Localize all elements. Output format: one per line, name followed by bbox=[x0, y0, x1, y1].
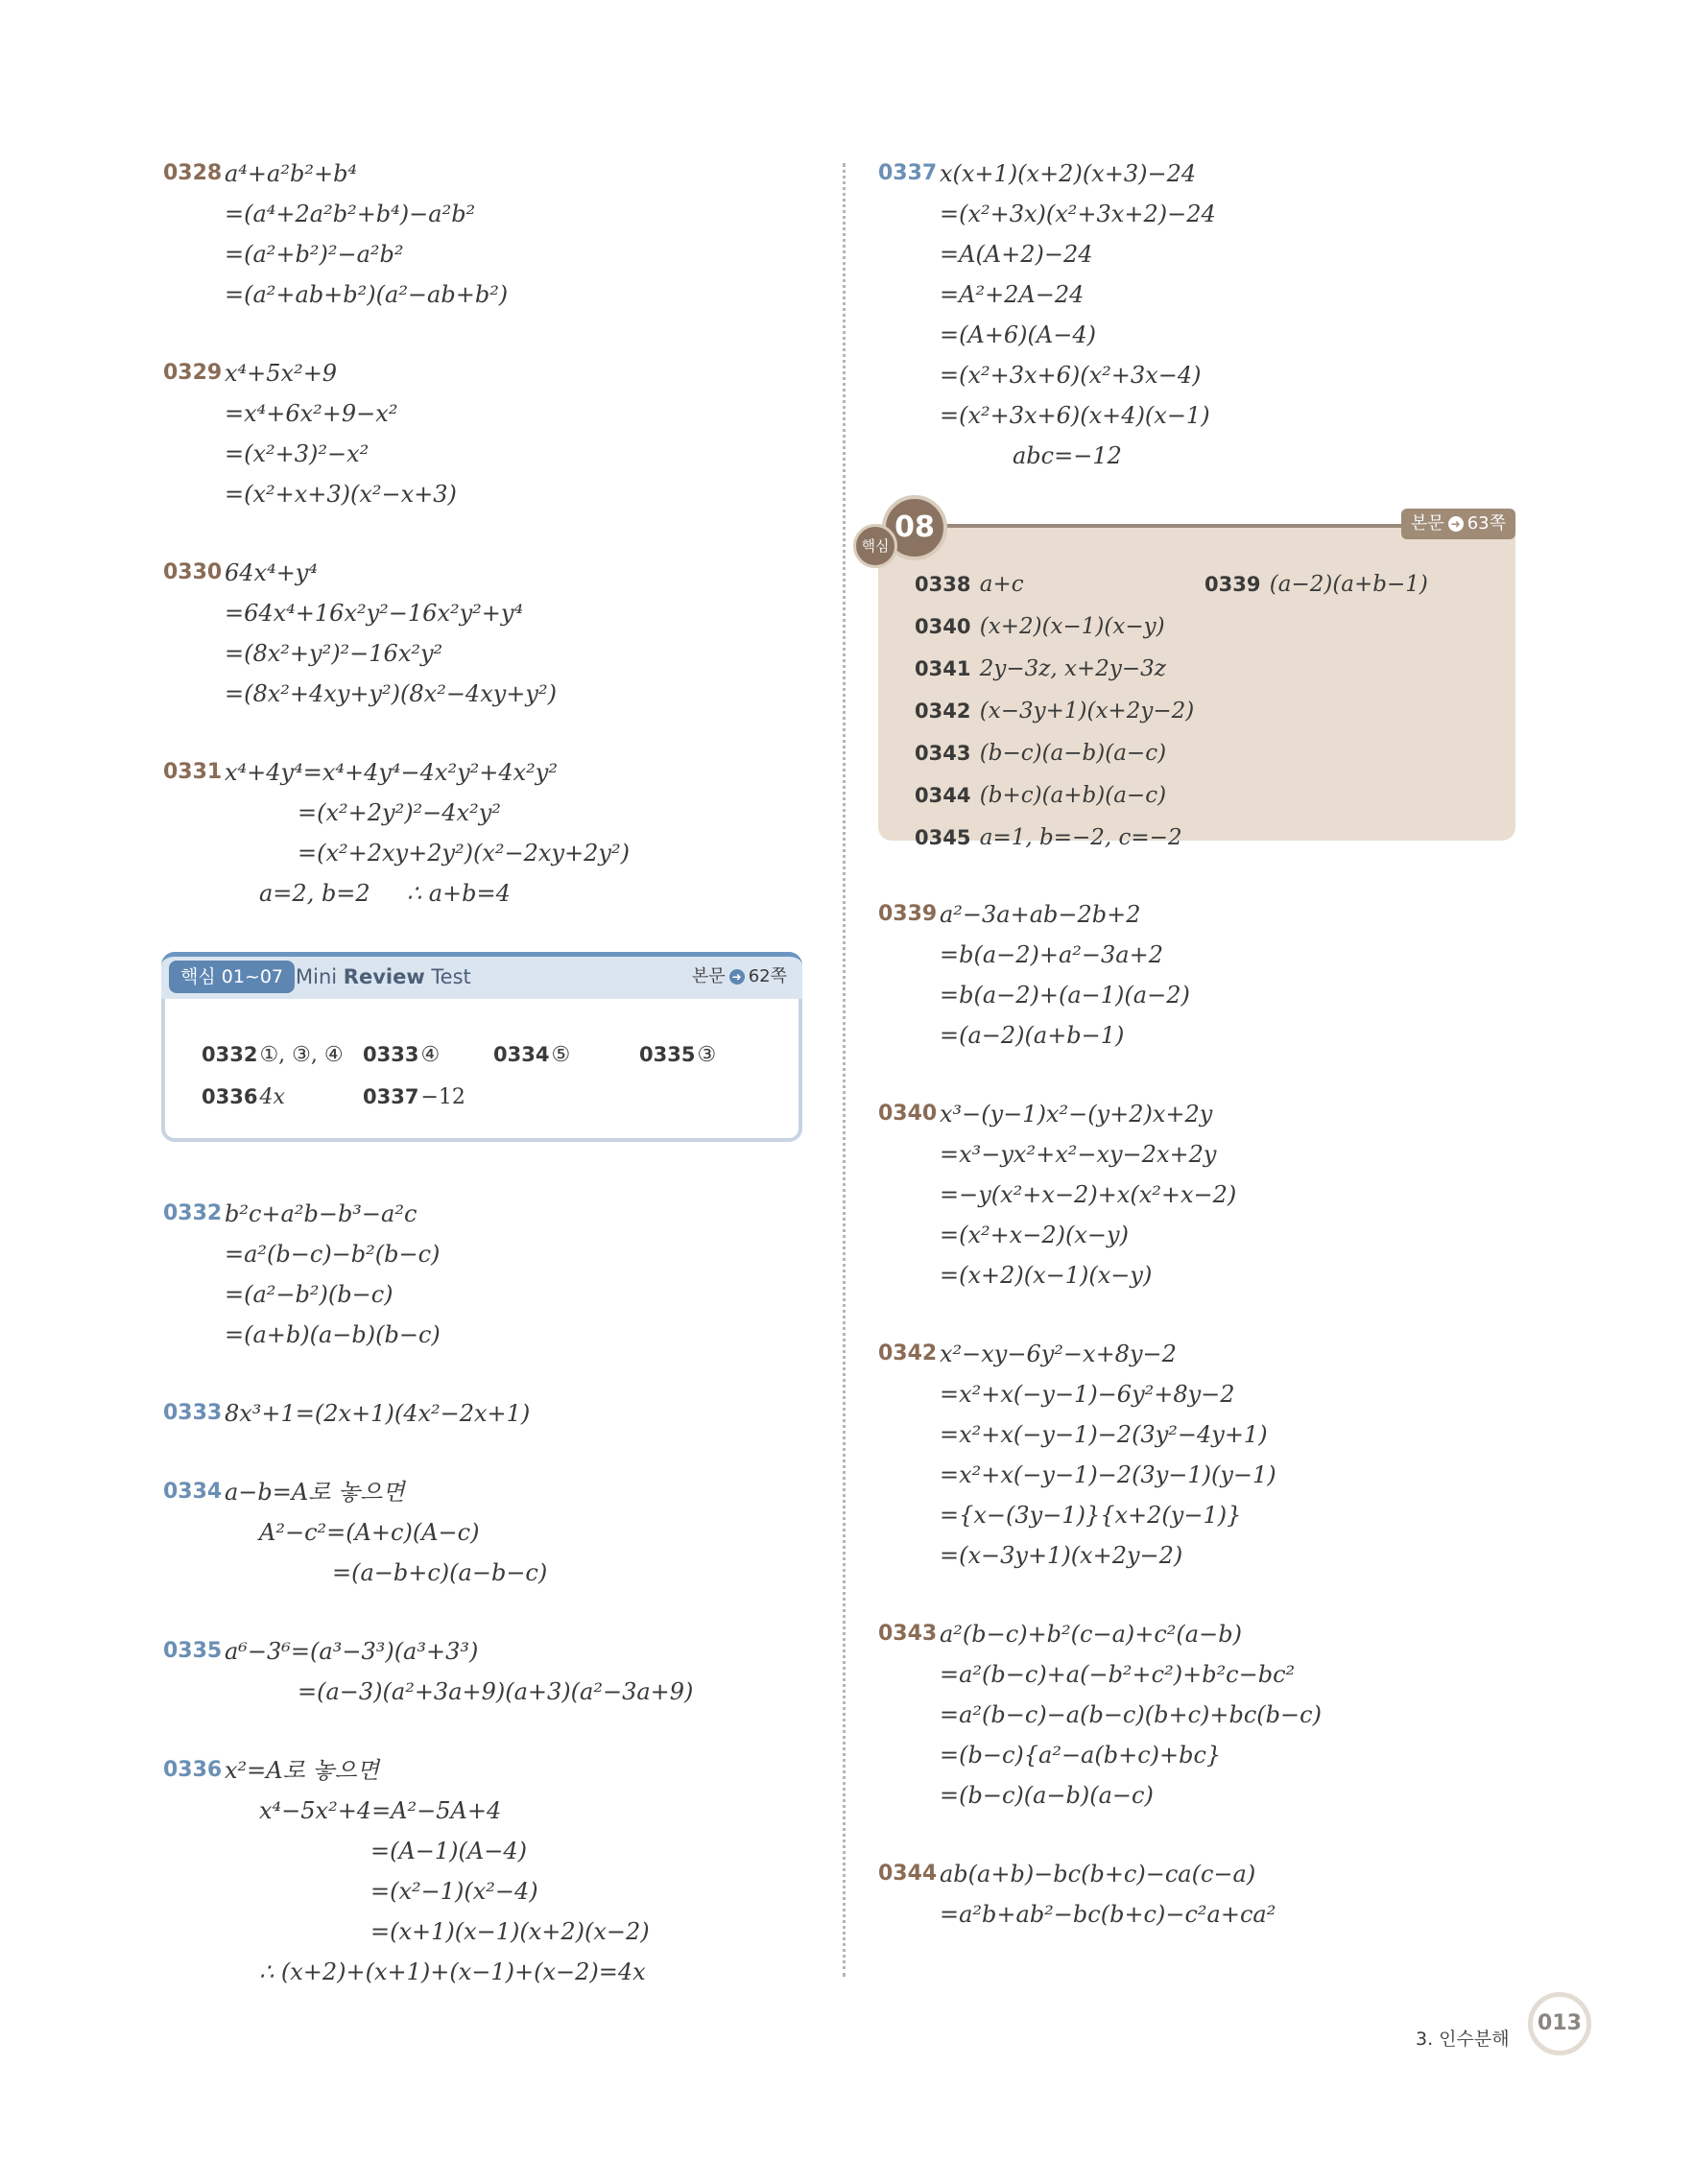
core-answers-box bbox=[861, 510, 1515, 850]
solution-line: =(a−3)(a²+3a+9)(a+3)(a²−3a+9) bbox=[298, 1678, 694, 1705]
solution-line: x(x+1)(x+2)(x+3)−24 bbox=[940, 160, 1197, 187]
problem-0344 bbox=[878, 1854, 1531, 1935]
mini-review-header bbox=[161, 952, 802, 999]
solution-line: =(b−c)(a−b)(a−c) bbox=[940, 1782, 1154, 1809]
solution-line: =a²b+ab²−bc(b+c)−c²a+ca² bbox=[940, 1901, 1276, 1928]
problem-0339 bbox=[878, 894, 1531, 1056]
core-answer: 0344 (b+c)(a+b)(a−c) bbox=[915, 783, 1167, 808]
solution-line: A²−c²=(A+c)(A−c) bbox=[259, 1519, 480, 1546]
problem-number: 0329 bbox=[163, 361, 223, 385]
problem-number: 0331 bbox=[163, 760, 223, 784]
review-answer: 0337−12 bbox=[363, 1085, 465, 1109]
solution-line: 64x⁴+y⁴ bbox=[225, 559, 318, 586]
problem-0336 bbox=[163, 1750, 801, 1992]
solution-line: =(x²+3x)(x²+3x+2)−24 bbox=[940, 201, 1216, 227]
solution-line: =A(A+2)−24 bbox=[940, 241, 1093, 268]
problem-number: 0333 bbox=[163, 1401, 223, 1425]
problem-0342 bbox=[878, 1334, 1531, 1576]
problem-0335 bbox=[163, 1631, 801, 1712]
core-answer: 0340 (x+2)(x−1)(x−y) bbox=[915, 614, 1165, 639]
problem-number: 0332 bbox=[163, 1201, 223, 1225]
solution-line: =x²+x(−y−1)−2(3y²−4y+1) bbox=[940, 1421, 1268, 1448]
column-divider bbox=[843, 163, 846, 1977]
core-answer: 0343 (b−c)(a−b)(a−c) bbox=[915, 741, 1167, 766]
arrow-right-icon: ➜ bbox=[1448, 516, 1464, 532]
solution-line: =x⁴+6x²+9−x² bbox=[225, 400, 398, 427]
right-column bbox=[861, 154, 1531, 1973]
solution-line: =(x+2)(x−1)(x−y) bbox=[940, 1262, 1153, 1289]
solution-line: a⁴+a²b²+b⁴ bbox=[225, 160, 358, 187]
solution-line: =(x+1)(x−1)(x+2)(x−2) bbox=[370, 1918, 650, 1945]
core-answer: 0338 a+c bbox=[915, 572, 1024, 597]
solution-line: =a²(b−c)+a(−b²+c²)+b²c−bc² bbox=[940, 1661, 1296, 1688]
mini-review-page-ref: 본문 ➜ 62쪽 bbox=[691, 966, 787, 986]
left-column bbox=[163, 154, 801, 2030]
problem-0337 bbox=[878, 154, 1531, 476]
solution-line: x⁴+5x²+9 bbox=[225, 360, 338, 387]
problem-0340 bbox=[878, 1094, 1531, 1295]
solution-line: x³−(y−1)x²−(y+2)x+2y bbox=[940, 1101, 1213, 1128]
solution-line: =a²(b−c)−b²(b−c) bbox=[225, 1241, 441, 1268]
problem-0329 bbox=[163, 353, 801, 514]
problem-number: 0337 bbox=[878, 161, 938, 185]
problem-number: 0344 bbox=[878, 1862, 938, 1886]
review-answer: 0335③ bbox=[639, 1043, 717, 1067]
solution-line: ∴ (x+2)+(x+1)+(x−1)+(x−2)=4x bbox=[259, 1958, 646, 1985]
problem-0343 bbox=[878, 1614, 1531, 1816]
solution-line: =(x²+3x+6)(x+4)(x−1) bbox=[940, 402, 1210, 429]
solution-line: =(A−1)(A−4) bbox=[370, 1838, 527, 1864]
solution-line: =(x²+x−2)(x−y) bbox=[940, 1222, 1129, 1248]
problem-0332 bbox=[163, 1194, 801, 1355]
problem-0330 bbox=[163, 553, 801, 714]
solution-line: =(a²+b²)²−a²b² bbox=[225, 241, 404, 268]
solution-line: =A²+2A−24 bbox=[940, 281, 1085, 308]
solution-line: =−y(x²+x−2)+x(x²+x−2) bbox=[940, 1181, 1237, 1208]
problem-0334 bbox=[163, 1472, 801, 1593]
solution-line: =(8x²+y²)²−16x²y² bbox=[225, 640, 443, 667]
problem-number: 0342 bbox=[878, 1341, 938, 1365]
solution-line: =b(a−2)+a²−3a+2 bbox=[940, 941, 1163, 968]
solution-line: b²c+a²b−b³−a²c bbox=[225, 1200, 417, 1227]
problem-number: 0334 bbox=[163, 1480, 223, 1504]
solution-line: x⁴−5x²+4=A²−5A+4 bbox=[259, 1797, 502, 1824]
solution-line: =(a−2)(a+b−1) bbox=[940, 1022, 1125, 1049]
solution-line: a²(b−c)+b²(c−a)+c²(a−b) bbox=[940, 1621, 1242, 1648]
solution-line: a−b=A로 놓으면 bbox=[225, 1479, 405, 1506]
solution-line: =(x²+3)²−x² bbox=[225, 440, 370, 467]
problem-0333 bbox=[163, 1393, 801, 1434]
solution-line: =64x⁴+16x²y²−16x²y²+y⁴ bbox=[225, 600, 524, 627]
core-answer: 0341 2y−3z, x+2y−3z bbox=[915, 656, 1166, 681]
core-number-badge: 08 bbox=[882, 495, 947, 560]
solution-line: =(A+6)(A−4) bbox=[940, 321, 1096, 348]
solution-line: x²−xy−6y²−x+8y−2 bbox=[940, 1341, 1177, 1367]
solution-line: =(x²+3x+6)(x²+3x−4) bbox=[940, 362, 1202, 389]
solution-line: a⁶−3⁶=(a³−3³)(a³+3³) bbox=[225, 1638, 479, 1665]
core-tag: 핵심 bbox=[853, 524, 897, 568]
solution-line: a²−3a+ab−2b+2 bbox=[940, 901, 1141, 928]
solution-line: =(b−c){a²−a(b+c)+bc} bbox=[940, 1742, 1222, 1769]
problem-number: 0343 bbox=[878, 1622, 938, 1646]
solution-line: =(a+b)(a−b)(b−c) bbox=[225, 1321, 441, 1348]
page-number: 013 bbox=[1528, 1992, 1591, 2055]
review-answer: 0333④ bbox=[363, 1043, 441, 1067]
problem-0328 bbox=[163, 154, 801, 315]
core-page-ref: 본문 ➜ 63쪽 bbox=[1401, 509, 1515, 539]
solution-line: =x²+x(−y−1)−6y²+8y−2 bbox=[940, 1381, 1235, 1408]
solution-line: =(8x²+4xy+y²)(8x²−4xy+y²) bbox=[225, 680, 557, 707]
solution-line: =(x²−1)(x²−4) bbox=[370, 1878, 538, 1905]
solution-line: =(a²−b²)(b−c) bbox=[225, 1281, 393, 1308]
problem-0331 bbox=[163, 752, 801, 914]
problem-number: 0336 bbox=[163, 1758, 223, 1782]
mini-review-tag: 핵심 01~07 bbox=[169, 961, 295, 993]
core-answer: 0342 (x−3y+1)(x+2y−2) bbox=[915, 699, 1195, 724]
solution-line: =(x²+2xy+2y²)(x²−2xy+2y²) bbox=[298, 840, 630, 866]
solution-line: ={x−(3y−1)}{x+2(y−1)} bbox=[940, 1502, 1242, 1529]
review-answer: 0332①, ③, ④ bbox=[202, 1043, 344, 1067]
solution-line: =x²+x(−y−1)−2(3y−1)(y−1) bbox=[940, 1461, 1276, 1488]
solution-line: =(x−3y+1)(x+2y−2) bbox=[940, 1542, 1183, 1569]
chapter-label: 3. 인수분해 bbox=[1416, 2029, 1510, 2050]
solution-line: =(a−b+c)(a−b−c) bbox=[332, 1559, 548, 1586]
review-answer: 0334⑤ bbox=[493, 1043, 571, 1067]
solution-line: =(x²+x+3)(x²−x+3) bbox=[225, 481, 457, 508]
solution-line: =(x²+2y²)²−4x²y² bbox=[298, 799, 501, 826]
solution-line: =b(a−2)+(a−1)(a−2) bbox=[940, 982, 1190, 1009]
solution-line: =x³−yx²+x²−xy−2x+2y bbox=[940, 1141, 1217, 1168]
solution-line: x⁴+4y⁴=x⁴+4y⁴−4x²y²+4x²y² bbox=[225, 759, 558, 786]
problem-number: 0340 bbox=[878, 1102, 938, 1126]
problem-number: 0339 bbox=[878, 902, 938, 926]
core-answer: 0339 (a−2)(a+b−1) bbox=[1204, 572, 1428, 597]
solution-line: =a²(b−c)−a(b−c)(b+c)+bc(b−c) bbox=[940, 1701, 1322, 1728]
solution-line: x²=A로 놓으면 bbox=[225, 1757, 379, 1784]
core-answer: 0345 a=1, b=−2, c=−2 bbox=[915, 825, 1182, 850]
solution-line: =(a²+ab+b²)(a²−ab+b²) bbox=[225, 281, 509, 308]
problem-number: 0335 bbox=[163, 1639, 223, 1663]
arrow-right-icon: ➜ bbox=[729, 969, 745, 985]
problem-number: 0330 bbox=[163, 560, 223, 584]
mini-review-title: Mini Review Test bbox=[296, 965, 471, 988]
solution-line: abc=−12 bbox=[1013, 442, 1122, 469]
solution-line: 8x³+1=(2x+1)(4x²−2x+1) bbox=[225, 1400, 531, 1427]
solution-line: a=2, b=2 ∴ a+b=4 bbox=[259, 880, 511, 907]
mini-review-box bbox=[161, 952, 802, 1142]
review-answer: 03364x bbox=[202, 1085, 285, 1109]
solution-line: =(a⁴+2a²b²+b⁴)−a²b² bbox=[225, 201, 476, 227]
solution-line: ab(a+b)−bc(b+c)−ca(c−a) bbox=[940, 1861, 1256, 1887]
problem-number: 0328 bbox=[163, 161, 223, 185]
